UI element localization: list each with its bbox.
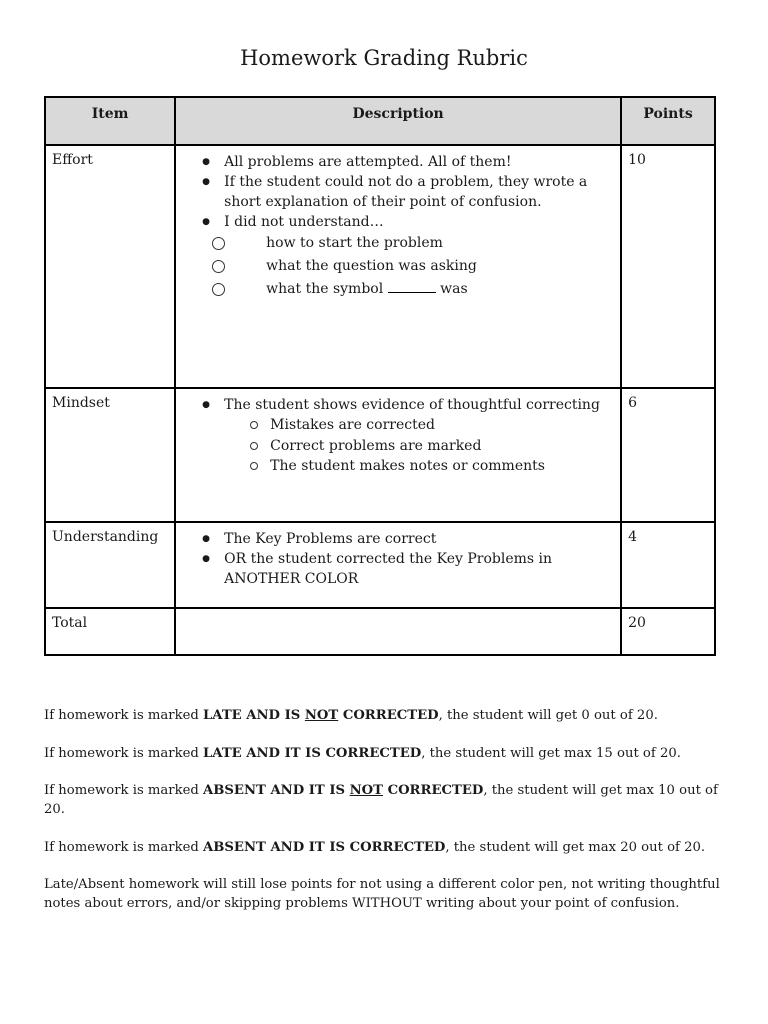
sub-list-item: how to start the problem: [220, 232, 614, 255]
sub-list-item: what the question was asking: [220, 255, 614, 278]
note-emphasis: LATE AND IS: [203, 708, 305, 723]
list-item: ● OR the student corrected the Key Problems in ANOTHER COLOR: [224, 549, 614, 589]
row-points-understanding: 4: [621, 522, 715, 608]
header-item: Item: [45, 97, 175, 145]
fill-in-blank: [388, 280, 436, 293]
list-item-text: I did not understand…: [224, 214, 384, 230]
note-text: , the student will get max 10 out of 20.: [44, 783, 718, 817]
note-underline: NOT: [349, 783, 383, 798]
list-item: ● The Key Problems are correct: [224, 529, 614, 549]
note-emphasis: ABSENT AND IT IS CORRECTED: [203, 839, 446, 855]
sub-list-item: Mistakes are corrected: [270, 415, 614, 436]
row-item-mindset: Mindset: [45, 388, 175, 522]
note-emphasis: CORRECTED: [382, 783, 484, 798]
row-description-understanding: [175, 522, 621, 608]
note-text: If homework is marked: [44, 839, 204, 855]
row-description-mindset: [175, 388, 621, 522]
note-text: If homework is marked: [44, 745, 204, 761]
sub-list-item: The student makes notes or comments: [270, 456, 614, 477]
row-points-mindset: 6: [621, 388, 715, 522]
row-description-effort: [175, 145, 621, 388]
list-item-text: The student shows evidence of thoughtful correcting: [224, 397, 600, 413]
grading-notes: [44, 706, 724, 932]
list-item: [224, 395, 614, 477]
list-item: ● All problems are attempted. All of them!: [224, 152, 614, 172]
sub-list-item: [220, 278, 614, 301]
page-title: Homework Grading Rubric: [240, 46, 528, 70]
note-absent-corrected: [44, 838, 724, 857]
table-header-row: [45, 97, 715, 145]
table-row-mindset: [45, 388, 715, 522]
row-item-understanding: Understanding: [45, 522, 175, 608]
note-text: , the student will get 0 out of 20.: [438, 708, 658, 723]
note-late-absent-penalty: Late/Absent homework will still lose points for not using a different color pen, not writing thoughtful notes about errors, and/or skipping problems WITHOUT writing about your point of confusion.: [44, 877, 720, 911]
note-text: If homework is marked: [44, 708, 204, 723]
table-row-total: [45, 608, 715, 655]
row-points-total: 20: [621, 608, 715, 655]
note-underline: NOT: [304, 708, 339, 723]
note-absent-not-corrected: [44, 781, 724, 819]
row-points-effort: 10: [621, 145, 715, 388]
note-emphasis: ABSENT AND IT IS: [203, 783, 350, 798]
row-item-effort: Effort: [45, 145, 175, 388]
sub-list-item: Correct problems are marked: [270, 436, 614, 457]
row-item-total: Total: [45, 608, 175, 655]
note-late-corrected: [44, 744, 724, 763]
header-points: Points: [621, 97, 715, 145]
sub-text-after: was: [440, 281, 468, 297]
header-description: Description: [175, 97, 621, 145]
note-text: , the student will get max 20 out of 20.: [445, 839, 706, 855]
note-text: If homework is marked: [44, 783, 204, 798]
list-item: ● If the student could not do a problem, they wrote a short explanation of their point of confusion.: [224, 172, 614, 212]
sub-text-before: what the symbol: [266, 281, 384, 297]
note-late-not-corrected: [44, 706, 724, 725]
table-row-understanding: [45, 522, 715, 608]
list-item: [224, 212, 614, 301]
table-row-effort: [45, 145, 715, 388]
note-text: , the student will get max 15 out of 20.: [421, 745, 681, 761]
note-emphasis: CORRECTED: [338, 708, 439, 723]
row-description-total: [175, 608, 621, 655]
rubric-table: [44, 96, 716, 656]
note-emphasis: LATE AND IT IS CORRECTED: [203, 745, 422, 761]
